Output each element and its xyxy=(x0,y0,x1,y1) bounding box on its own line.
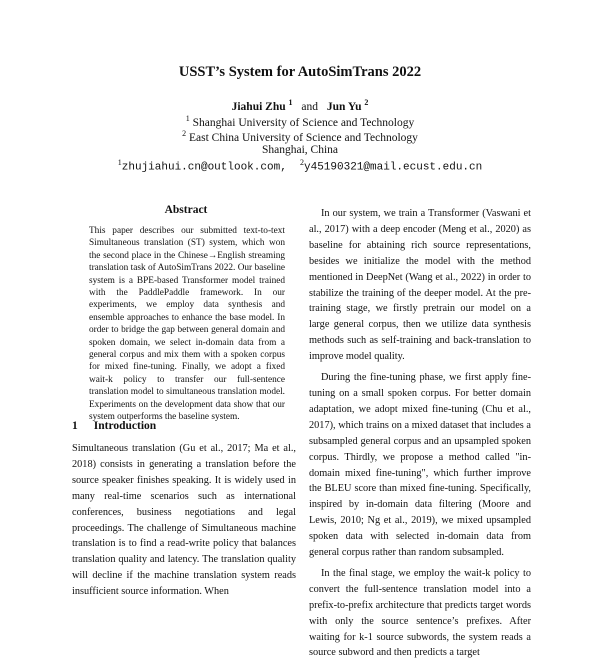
email-mark: 1 xyxy=(117,158,122,167)
abstract-heading: Abstract xyxy=(164,204,208,216)
section-heading xyxy=(72,420,156,432)
email-address[interactable]: y45190321@mail.ecust.edu.cn xyxy=(304,161,483,174)
email-address[interactable]: zhujiahui.cn@outlook.com, xyxy=(121,161,287,174)
author-line xyxy=(0,98,600,113)
author-name: Jun Yu xyxy=(326,100,362,113)
section-number: 1 xyxy=(72,420,78,432)
body-paragraph: In the final stage, we employ the wait-k policy to convert the full-sentence translation model into a prefix-to-prefix architecture that predicts target words with only the source sentence’s prefixes. After waiting for k-1 source subwords, the system reads a source subword and then predicts a target xyxy=(309,567,531,659)
body-paragraph: In our system, we train a Transformer (Vaswani et al., 2017) with a deep encoder (Meng et al., 2020) as baseline for abtaining rich source representations, besides we initialize the model with the method mentioned in DeepNet (Wang et al., 2022) in order to stabilize the training of the deeper model. At the pre-training stage, we firstly pretrain our model on a large general corpus, then we utilize data synthesis methods such as self-training and back-translation to improve model quality. xyxy=(309,208,531,363)
author-conjunction: and xyxy=(301,100,318,113)
affiliation-mark: 1 xyxy=(185,114,190,123)
affiliation-1 xyxy=(0,114,600,129)
author-mark: 1 xyxy=(288,98,293,107)
affiliation-2 xyxy=(0,129,600,144)
affiliation-mark: 2 xyxy=(182,129,187,138)
section-title: Introduction xyxy=(93,420,157,432)
author-mark: 2 xyxy=(364,98,369,107)
location: Shanghai, China xyxy=(261,144,339,156)
affiliation-text: Shanghai University of Science and Technology xyxy=(192,116,415,129)
right-column xyxy=(309,206,531,666)
paper-title: USST’s System for AutoSimTrans 2022 xyxy=(178,64,422,80)
body-paragraph: Simultaneous translation (Gu et al., 2017; Ma et al., 2018) consists in generating a translation before the source speaker finishes speaking. It is widely used in many real-time scenarios such as international conferences, business negotiations and legal proceedings. The challenge of Simultaneous machine translation is to find a read-write policy that balances translation quality and latency. The translation quality will decline if the machine translation system reads insufficient source information. When xyxy=(72,443,296,598)
affiliation-text: East China University of Science and Technology xyxy=(188,131,418,144)
left-column xyxy=(72,441,296,605)
author-name: Jiahui Zhu xyxy=(231,100,286,113)
abstract-body: This paper describes our submitted text-to-text Simultaneous translation (ST) system, which won the second place in the Chinese→English streaming translation task of AutoSimTrans 2022. Our baseline system is a BPE-based Transformer model trained with the PaddlePaddle framework. In our experiments, we employ data synthesis and ensemble approaches to enhance the base model. In order to bridge the gap between general domain and spoken domain, we select in-domain data from a general corpus and mix them with a spoken corpus for mixed fine-tuning. Finally, we adopt a fixed wait-k policy to transfer our full-sentence translation model to simultaneous translation model. Experiments on the development data show that our system outperforms the baseline system. xyxy=(89,226,285,423)
email-mark: 2 xyxy=(300,158,304,167)
body-paragraph: During the fine-tuning phase, we first apply fine-tuning on a small spoken corpus. For better domain adaptation, we adopt mixed fine-tuning (Chu et al., 2017), which trains on a mixed dataset that includes a subsampled general corpus and an upsampled spoken corpus. Thirdly, we propose a method called "in-domain mixed fine-tuning", which further improve the BLEU score than mixed fine-tuning. Specifically, inspired by in-domain data filtering (Moore and Lewis, 2010; Ng et al., 2019), we mixed upsampled spoken data with selected in-domain data from general corpus rather than random subsampled. xyxy=(309,372,531,559)
email-line xyxy=(0,158,600,174)
